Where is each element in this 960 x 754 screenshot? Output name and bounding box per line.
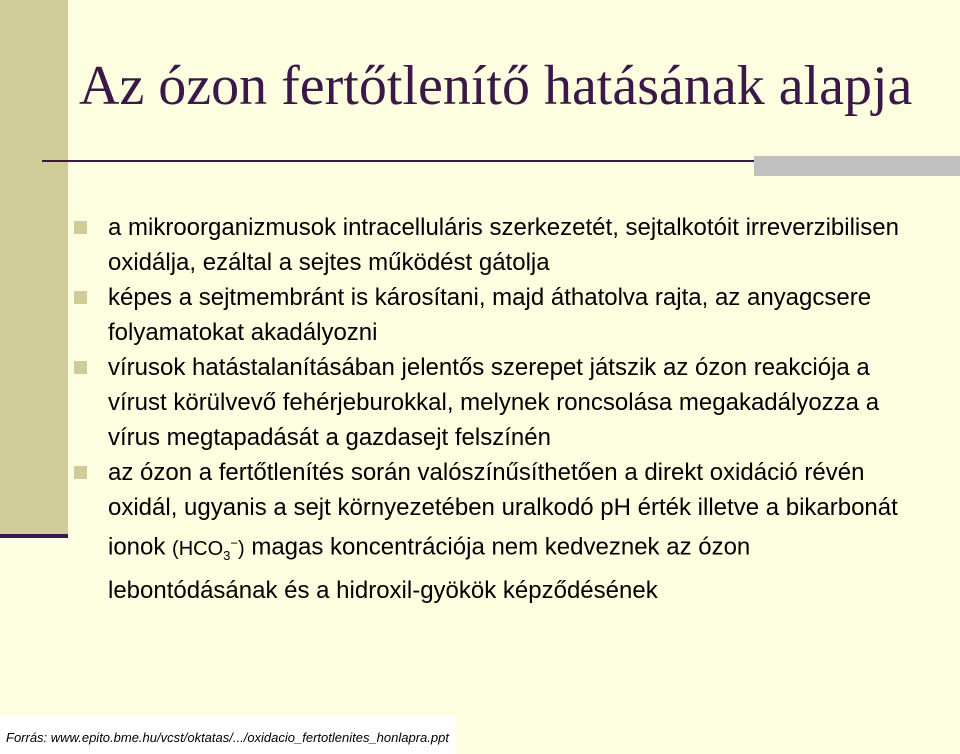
formula-close: ) (237, 537, 245, 560)
bullet-item (0, 350, 908, 455)
formula-superscript: − (230, 535, 238, 550)
bullet-item (0, 210, 908, 280)
bicarbonate-formula (172, 535, 245, 563)
bullet-list (0, 210, 908, 608)
source-citation: Forrás: www.epito.bme.hu/vcst/oktatas/.../oxidacio_fertotlenites_honlapra.ppt (6, 730, 449, 745)
bullet-text: a mikroorganizmusok intracelluláris szerkezetét, sejtalkotóit irreverzibilisen oxidálja, ezáltal a sejtes működést gátolja (108, 214, 899, 276)
bullet-text: vírusok hatástalanításában jelentős szerepet játszik az ózon reakciója a vírust körülvevő fehérjeburokkal, melynek roncsolása megakadályozza a vírus megtapadását a gazdasejt felszínén (108, 354, 880, 451)
bullet-text: képes a sejtmembránt is károsítani, majd áthatolva rajta, az anyagcsere folyamatokat akadályozni (108, 284, 872, 346)
square-bullet-icon (74, 291, 87, 304)
formula-open: (HCO (172, 537, 224, 560)
slide-title: Az ózon fertőtlenítő hatásának alapja (79, 55, 913, 117)
formula-subscript: 3 (223, 547, 231, 563)
bullet-text-after: magas koncentrációja nem kedveznek az ózon lebontódásának és a hidroxil-gyökök képződésének (108, 533, 751, 604)
bullet-item (0, 280, 908, 350)
square-bullet-icon (74, 361, 87, 374)
title-accent-block (754, 156, 960, 176)
square-bullet-icon (74, 466, 87, 479)
bullet-text-before: az ózon a fertőtlenítés során valószínűsíthetően a direkt oxidáció révén oxidál, ugyanis a sejt környezetében uralkodó pH érték illetve a bikarbonát ionok (108, 459, 898, 561)
square-bullet-icon (74, 221, 87, 234)
bullet-item (0, 455, 908, 608)
